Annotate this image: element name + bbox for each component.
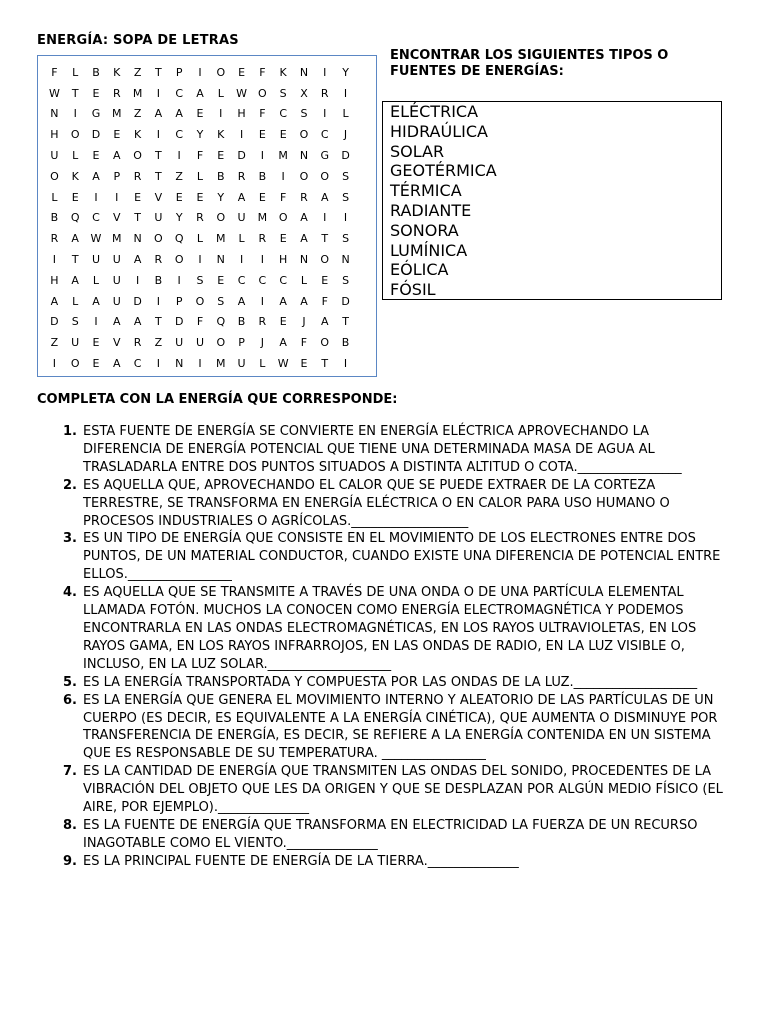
grid-letter: F <box>196 315 204 329</box>
question-number: 7. <box>63 764 77 780</box>
grid-letter: M <box>216 357 226 371</box>
grid-letter: V <box>113 336 121 350</box>
grid-letter: I <box>156 128 160 142</box>
grid-letter: M <box>257 211 268 225</box>
grid-letter: I <box>323 65 327 79</box>
grid-letter: I <box>52 357 57 371</box>
question-number: 4. <box>63 585 77 601</box>
grid-letter: B <box>217 169 225 183</box>
grid-letter: E <box>321 273 329 287</box>
grid-letter: A <box>237 190 246 204</box>
grid-row <box>44 291 356 312</box>
grid-letter: S <box>342 273 350 287</box>
question-item <box>37 817 737 853</box>
worksheet-title: ENERGÍA: SOPA DE LETRAS <box>37 33 239 48</box>
grid-letter: O <box>299 128 309 142</box>
grid-letter: A <box>300 294 308 308</box>
grid-letter: T <box>155 315 162 329</box>
grid-letter: L <box>238 232 245 246</box>
grid-letter: S <box>342 190 350 204</box>
grid-letter: Z <box>133 107 142 121</box>
grid-letter: E <box>217 149 225 163</box>
grid-row <box>44 228 356 249</box>
grid-letter: R <box>320 86 329 100</box>
grid-letter: M <box>216 232 226 246</box>
grid-letter: I <box>73 107 77 121</box>
grid-letter: I <box>219 107 223 121</box>
grid-letter: O <box>154 232 163 246</box>
grid-letter: O <box>50 169 59 183</box>
grid-letter: A <box>133 253 142 267</box>
grid-letter: L <box>217 86 224 100</box>
grid-letter: L <box>92 273 100 287</box>
grid-letter: F <box>259 107 266 121</box>
grid-letter: Z <box>50 336 59 350</box>
grid-letter: I <box>177 149 181 163</box>
grid-letter: Q <box>216 315 226 329</box>
grid-letter: L <box>300 273 308 287</box>
grid-letter: E <box>92 357 100 371</box>
instructions: ENCONTRAR LOS SIGUIENTES TIPOS O FUENTES DE ENERGÍAS: <box>390 48 669 79</box>
grid-letter: K <box>133 128 142 142</box>
grid-letter: O <box>258 86 267 100</box>
grid-letter: Y <box>175 211 183 225</box>
grid-letter: G <box>91 107 101 121</box>
grid-letter: T <box>342 315 349 329</box>
grid-letter: I <box>94 190 98 204</box>
grid-letter: I <box>260 294 264 308</box>
grid-letter: W <box>48 86 60 100</box>
grid-letter: U <box>237 357 246 371</box>
grid-letter: A <box>300 232 308 246</box>
grid-letter: K <box>279 65 287 79</box>
grid-letter: I <box>198 357 202 371</box>
question-text: ES LA ENERGÍA TRANSPORTADA Y COMPUESTA POR LAS ONDAS DE LA LUZ.___________________ <box>83 674 698 690</box>
question-item <box>37 477 737 531</box>
grid-letter: E <box>279 315 287 329</box>
grid-letter: C <box>133 357 142 371</box>
grid-row <box>44 62 356 83</box>
grid-letter: B <box>258 169 267 183</box>
grid-letter: O <box>70 128 80 142</box>
grid-letter: I <box>260 149 264 163</box>
word-search-grid <box>37 55 377 377</box>
grid-letter: C <box>175 128 184 142</box>
question-list <box>37 423 737 871</box>
grid-letter: R <box>112 86 121 100</box>
grid-letter: L <box>259 357 266 371</box>
grid-letter: A <box>154 107 163 121</box>
grid-letter: S <box>217 294 225 308</box>
grid-letter: Y <box>217 190 225 204</box>
grid-letter: I <box>260 253 264 267</box>
grid-letter: T <box>155 65 162 79</box>
grid-letter: L <box>72 149 79 163</box>
grid-letter: R <box>196 211 204 225</box>
grid-letter: B <box>237 315 246 329</box>
grid-letter: E <box>92 336 100 350</box>
grid-letter: L <box>72 65 79 79</box>
grid-letter: K <box>217 128 225 142</box>
grid-letter: B <box>92 65 100 79</box>
grid-letter: S <box>300 107 308 121</box>
grid-letter: A <box>50 294 59 308</box>
word-item: FÓSIL <box>390 280 436 300</box>
grid-letter: A <box>320 190 329 204</box>
grid-letter: H <box>50 128 59 142</box>
grid-letter: A <box>113 315 121 329</box>
grid-row <box>44 124 356 145</box>
letter-grid <box>44 62 356 374</box>
grid-letter: W <box>277 357 289 371</box>
grid-letter: F <box>321 294 328 308</box>
grid-letter: N <box>299 253 309 267</box>
grid-letter: I <box>156 294 160 308</box>
grid-letter: F <box>280 190 287 204</box>
grid-letter: M <box>132 86 143 100</box>
grid-letter: I <box>94 315 98 329</box>
grid-letter: C <box>258 273 267 287</box>
grid-letter: I <box>52 253 57 267</box>
grid-letter: I <box>135 273 140 287</box>
grid-letter: A <box>133 315 142 329</box>
grid-letter: E <box>217 273 225 287</box>
grid-letter: X <box>300 86 308 100</box>
grid-letter: O <box>320 253 330 267</box>
grid-letter: R <box>300 190 308 204</box>
grid-letter: Z <box>154 336 163 350</box>
grid-letter: A <box>320 315 329 329</box>
grid-letter: C <box>237 273 246 287</box>
question-text: ES UN TIPO DE ENERGÍA QUE CONSISTE EN EL MOVIMIENTO DE LOS ELECTRONES ENTRE DOS PUNTOS, DE UN MATERIAL CONDUCTOR, CUANDO EXISTE UNA DIFERENCIA DE POTENCIAL ENTRE ELLOS.________________ <box>83 531 721 583</box>
grid-letter: P <box>175 65 183 79</box>
grid-letter: E <box>238 65 246 79</box>
grid-letter: N <box>133 232 142 246</box>
grid-letter: W <box>236 86 248 100</box>
grid-letter: I <box>281 169 285 183</box>
grid-letter: A <box>279 336 287 350</box>
section-title: COMPLETA CON LA ENERGÍA QUE CORRESPONDE: <box>37 392 398 407</box>
question-number: 8. <box>63 817 77 833</box>
grid-letter: I <box>156 357 160 371</box>
question-item <box>37 530 737 584</box>
grid-row <box>44 187 356 208</box>
grid-letter: R <box>258 315 267 329</box>
grid-letter: S <box>342 232 350 246</box>
grid-letter: N <box>341 253 350 267</box>
grid-letter: C <box>92 211 100 225</box>
grid-letter: O <box>299 169 309 183</box>
grid-letter: T <box>155 169 162 183</box>
question-text: ES AQUELLA QUE SE TRANSMITE A TRAVÉS DE UNA ONDA O DE UNA PARTÍCULA ELEMENTAL LLAMADA FOTÓN. MUCHOS LA CONOCEN COMO ENERGÍA ELECTROMAGNÉTICA Y PODEMOS ENCONTRARLA EN LAS ONDAS ELECTROMAGNÉTICAS, EN LOS RAYOS ULTRAVIOLETAS, EN LOS RAYOS GAMA, EN LOS RAYOS INFRARROJOS, EN LAS ONDAS DE RADIO, EN LA LUZ VISIBLE O, INCLUSO, EN LA LUZ SOLAR.___________________ <box>83 585 697 672</box>
question-item <box>37 763 737 817</box>
grid-letter: T <box>71 253 79 267</box>
grid-letter: N <box>299 65 309 79</box>
word-item: ELÉCTRICA <box>390 102 479 121</box>
grid-letter: D <box>341 294 350 308</box>
grid-letter: E <box>258 128 266 142</box>
grid-letter: K <box>113 65 121 79</box>
grid-letter: S <box>196 273 204 287</box>
grid-letter: Y <box>196 128 204 142</box>
question-text: ESTA FUENTE DE ENERGÍA SE CONVIERTE EN ENERGÍA ELÉCTRICA APROVECHANDO LA DIFERENCIA DE ENERGÍA POTENCIAL QUE TIENE UNA DETERMINADA MASA DE AGUA AL TRASLADARLA ENTRE DOS PUNTOS SITUADOS A DISTINTA ALTITUD O COTA.________________ <box>83 424 682 475</box>
grid-letter: C <box>320 128 329 142</box>
grid-letter: E <box>300 357 308 371</box>
grid-letter: U <box>154 211 163 225</box>
grid-letter: I <box>239 128 244 142</box>
grid-letter: C <box>175 86 184 100</box>
grid-letter: J <box>343 128 348 142</box>
grid-letter: A <box>113 357 121 371</box>
question-text: ES AQUELLA QUE, APROVECHANDO EL CALOR QUE SE PUEDE EXTRAER DE LA CORTEZA TERRESTRE, SE TRANSFORMA EN ENERGÍA ELÉCTRICA O EN CALOR PARA USO HUMANO O PROCESOS INDUSTRIALES O AGRÍCOLAS.__________________ <box>83 477 670 529</box>
grid-letter: A <box>237 294 246 308</box>
grid-letter: W <box>90 232 102 246</box>
grid-letter: R <box>154 253 163 267</box>
grid-letter: O <box>70 357 80 371</box>
question-text: ES LA CANTIDAD DE ENERGÍA QUE TRANSMITEN LAS ONDAS DEL SONIDO, PROCEDENTES DE LA VIBRACIÓN DEL OBJETO QUE LES DA ORIGEN Y QUE SE DESPLAZAN POR ALGÚN MEDIO FÍSICO (EL AIRE, POR EJEMPLO).______________ <box>83 764 723 816</box>
grid-letter: I <box>343 357 348 371</box>
grid-letter: U <box>237 211 246 225</box>
grid-letter: U <box>112 273 121 287</box>
grid-letter: D <box>50 315 59 329</box>
grid-letter: B <box>154 273 163 287</box>
grid-letter: U <box>112 294 121 308</box>
grid-letter: L <box>51 190 58 204</box>
question-number: 3. <box>63 531 77 547</box>
grid-letter: A <box>71 273 79 287</box>
grid-letter: E <box>279 232 287 246</box>
grid-letter: V <box>113 211 121 225</box>
word-item: LUMÍNICA <box>390 240 468 260</box>
grid-letter: A <box>300 211 308 225</box>
grid-letter: B <box>50 211 59 225</box>
grid-letter: T <box>71 86 79 100</box>
question-number: 5. <box>63 674 77 690</box>
grid-letter: R <box>133 169 142 183</box>
grid-letter: N <box>175 357 184 371</box>
grid-letter: T <box>134 211 141 225</box>
grid-letter: I <box>239 253 244 267</box>
grid-letter: U <box>71 336 80 350</box>
grid-letter: G <box>320 149 330 163</box>
grid-letter: R <box>133 336 142 350</box>
word-item: RADIANTE <box>390 200 472 220</box>
grid-letter: E <box>196 107 204 121</box>
grid-letter: U <box>50 149 59 163</box>
grid-letter: M <box>278 149 288 163</box>
word-item: SOLAR <box>390 141 445 161</box>
grid-letter: F <box>196 149 204 163</box>
grid-letter: I <box>198 253 202 267</box>
grid-letter: E <box>92 86 100 100</box>
grid-letter: E <box>279 128 287 142</box>
grid-letter: A <box>279 294 287 308</box>
grid-row <box>44 312 356 333</box>
grid-letter: I <box>177 273 181 287</box>
grid-letter: S <box>342 169 350 183</box>
grid-letter: I <box>156 86 160 100</box>
grid-letter: U <box>91 253 101 267</box>
grid-letter: H <box>237 107 246 121</box>
grid-letter: F <box>51 65 58 79</box>
grid-letter: T <box>321 357 329 371</box>
grid-letter: J <box>260 336 264 350</box>
grid-letter: R <box>258 232 267 246</box>
grid-letter: P <box>113 169 121 183</box>
question-item <box>37 853 737 871</box>
grid-letter: M <box>112 232 122 246</box>
grid-row <box>44 208 356 229</box>
grid-letter: D <box>237 149 246 163</box>
grid-letter: O <box>278 211 288 225</box>
grid-letter: L <box>196 169 204 183</box>
question-number: 2. <box>63 477 77 493</box>
grid-letter: L <box>342 107 349 121</box>
grid-letter: A <box>92 294 100 308</box>
grid-letter: L <box>72 294 79 308</box>
grid-letter: I <box>343 211 348 225</box>
grid-letter: E <box>175 190 183 204</box>
grid-letter: Q <box>70 211 80 225</box>
grid-letter: A <box>113 149 121 163</box>
grid-letter: I <box>323 107 327 121</box>
grid-letter: R <box>237 169 246 183</box>
grid-letter: H <box>279 253 288 267</box>
grid-letter: U <box>112 253 121 267</box>
grid-row <box>44 270 356 291</box>
grid-letter: I <box>198 65 202 79</box>
grid-row <box>44 353 356 374</box>
grid-letter: S <box>279 86 287 100</box>
grid-letter: U <box>175 336 184 350</box>
grid-row <box>44 104 356 125</box>
question-item <box>37 423 737 477</box>
grid-letter: E <box>113 128 121 142</box>
grid-letter: N <box>299 149 309 163</box>
grid-letter: E <box>196 190 204 204</box>
word-list-box <box>382 101 722 300</box>
word-item: TÉRMICA <box>390 181 462 201</box>
grid-letter: I <box>343 86 348 100</box>
grid-letter: J <box>302 315 306 329</box>
grid-letter: O <box>320 169 330 183</box>
grid-letter: S <box>71 315 79 329</box>
grid-letter: N <box>216 253 225 267</box>
word-item: GEOTÉRMICA <box>390 161 497 181</box>
grid-letter: E <box>71 190 79 204</box>
grid-letter: O <box>216 65 226 79</box>
grid-letter: A <box>196 86 204 100</box>
grid-letter: R <box>50 232 59 246</box>
grid-letter: V <box>154 190 163 204</box>
grid-row <box>44 332 356 353</box>
grid-letter: A <box>92 169 100 183</box>
question-item <box>37 674 737 692</box>
grid-row <box>44 145 356 166</box>
grid-letter: T <box>155 149 162 163</box>
grid-letter: E <box>134 190 142 204</box>
grid-letter: M <box>112 107 122 121</box>
grid-row <box>44 166 356 187</box>
grid-letter: O <box>216 336 226 350</box>
question-text: ES LA PRINCIPAL FUENTE DE ENERGÍA DE LA TIERRA.______________ <box>83 853 519 869</box>
grid-letter: O <box>174 253 184 267</box>
question-number: 9. <box>63 853 77 869</box>
grid-letter: E <box>92 149 100 163</box>
grid-letter: C <box>279 107 287 121</box>
grid-letter: D <box>91 128 101 142</box>
grid-letter: L <box>196 232 204 246</box>
grid-letter: O <box>133 149 142 163</box>
grid-letter: O <box>195 294 205 308</box>
grid-letter: O <box>320 336 330 350</box>
grid-row <box>44 249 356 270</box>
grid-letter: A <box>71 232 79 246</box>
question-text: ES LA ENERGÍA QUE GENERA EL MOVIMIENTO INTERNO Y ALEATORIO DE LAS PARTÍCULAS DE UN CUERPO (ES DECIR, ES EQUIVALENTE A LA ENERGÍA CINÉTICA), QUE AUMENTA O DISMINUYE POR TRANSFERENCIA DE ENERGÍA, ES DECIR, SE REFIERE A LA ENERGÍA CONTENIDA EN UN SISTEMA QUE ES RESPONSABLE DE SU TEMPERATURA. ________________ <box>83 692 718 762</box>
grid-letter: H <box>50 273 59 287</box>
grid-letter: C <box>279 273 287 287</box>
grid-letter: Z <box>175 169 183 183</box>
grid-letter: D <box>174 315 184 329</box>
question-number: 6. <box>63 692 77 708</box>
word-item: HIDRAÚLICA <box>390 121 488 141</box>
grid-letter: I <box>323 211 327 225</box>
grid-letter: D <box>133 294 142 308</box>
grid-letter: K <box>71 169 79 183</box>
word-item: EÓLICA <box>390 260 449 280</box>
grid-letter: Y <box>342 65 349 79</box>
grid-letter: Z <box>133 65 142 79</box>
question-text: ES LA FUENTE DE ENERGÍA QUE TRANSFORMA EN ELECTRICIDAD LA FUERZA DE UN RECURSO INAGOTABLE COMO EL VIENTO.______________ <box>83 817 698 851</box>
question-item <box>37 584 737 674</box>
grid-letter: O <box>216 211 226 225</box>
grid-letter: T <box>321 232 329 246</box>
grid-row <box>44 83 356 104</box>
question-item <box>37 692 737 764</box>
grid-letter: N <box>50 107 59 121</box>
word-item: SONORA <box>390 220 459 240</box>
grid-letter: F <box>300 336 308 350</box>
question-number: 1. <box>63 424 77 439</box>
grid-letter: E <box>258 190 266 204</box>
grid-letter: P <box>175 294 183 308</box>
grid-letter: A <box>175 107 183 121</box>
grid-letter: D <box>341 149 350 163</box>
grid-letter: Q <box>174 232 184 246</box>
grid-letter: U <box>195 336 204 350</box>
grid-letter: B <box>341 336 350 350</box>
grid-letter: F <box>259 65 266 79</box>
grid-letter: P <box>238 336 245 350</box>
grid-letter: I <box>115 190 119 204</box>
